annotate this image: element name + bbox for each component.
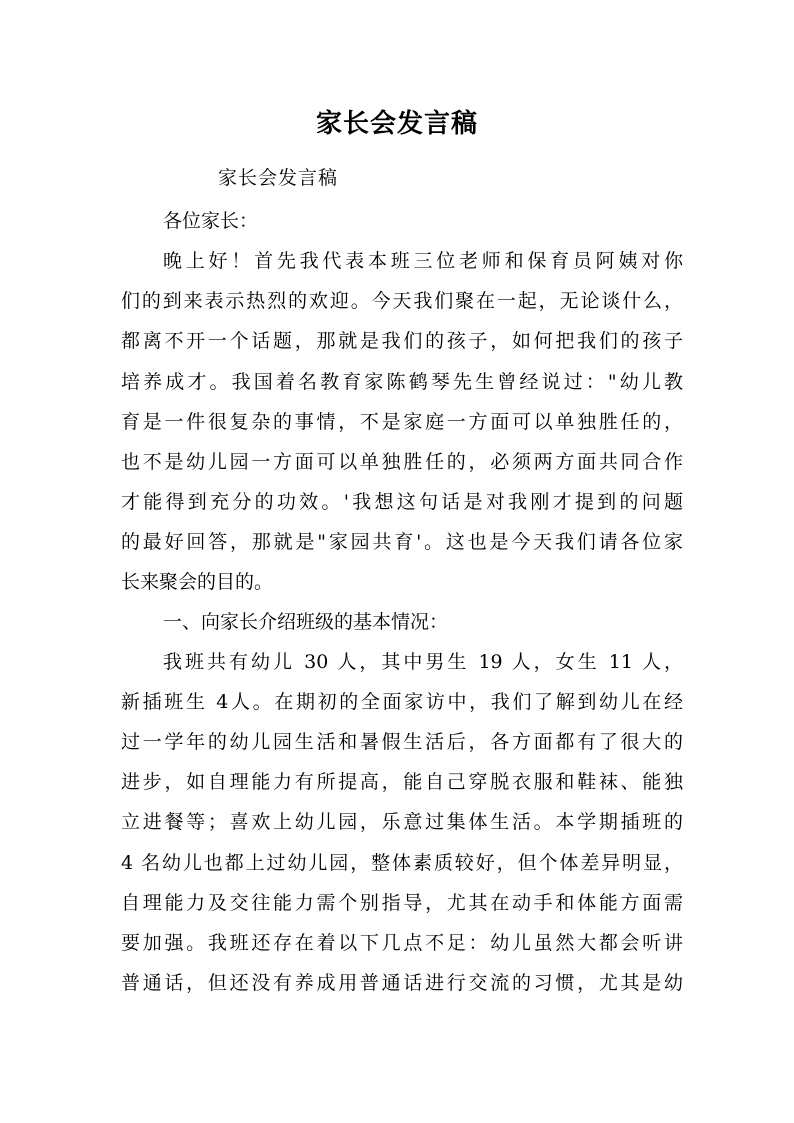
- paragraph-line: 们的到来表示热烈的欢迎。今天我们聚在一起，无论谈什么，: [121, 290, 683, 312]
- paragraph-line: 都离不开一个话题，那就是我们的孩子，如何把我们的孩子: [121, 330, 683, 352]
- paragraph-line: 晚上好！首先我代表本班三位老师和保育员阿姨对你: [163, 250, 683, 272]
- document-title: 家长会发言稿: [315, 109, 478, 139]
- paragraph-line: 进步，如自理能力有所提高，能自己穿脱衣服和鞋袜、能独: [121, 771, 683, 793]
- paragraph-line: 过一学年的幼儿园生活和暑假生活后，各方面都有了很大的: [121, 731, 683, 753]
- paragraph-line: 长来聚会的目的。: [121, 571, 274, 593]
- salutation-line: 各位家长：: [163, 210, 259, 232]
- paragraph-line: 我班共有幼儿 30 人，其中男生 19 人，女生 11 人，: [163, 651, 683, 673]
- paragraph-line: 育是一件很复杂的事情，不是家庭一方面可以单独胜任的，: [121, 411, 683, 433]
- paragraph-line: 自理能力及交往能力需个别指导，尤其在动手和体能方面需: [121, 892, 683, 914]
- paragraph-line: 普通话，但还没有养成用普通话进行交流的习惯，尤其是幼: [121, 972, 683, 994]
- paragraph-line: 立进餐等；喜欢上幼儿园，乐意过集体生活。本学期插班的: [121, 811, 683, 833]
- paragraph-line: 培养成才。我国着名教育家陈鹤琴先生曾经说过："幼儿教: [121, 371, 683, 393]
- paragraph-line: 才能得到充分的功效。'我想这句话是对我刚才提到的问题: [121, 491, 683, 513]
- paragraph-line: 要加强。我班还存在着以下几点不足：幼儿虽然大都会听讲: [121, 932, 683, 954]
- document-subtitle: 家长会发言稿: [218, 167, 339, 189]
- paragraph-line: 4 名幼儿也都上过幼儿园，整体素质较好，但个体差异明显，: [121, 852, 683, 874]
- section-heading: 一、向家长介绍班级的基本情况：: [163, 611, 449, 633]
- paragraph-line: 新插班生 4人。在期初的全面家访中，我们了解到幼儿在经: [121, 691, 683, 713]
- paragraph-line: 也不是幼儿园一方面可以单独胜任的，必须两方面共同合作: [121, 451, 683, 473]
- paragraph-line: 的最好回答，那就是"家园共育'。这也是今天我们请各位家: [121, 531, 683, 553]
